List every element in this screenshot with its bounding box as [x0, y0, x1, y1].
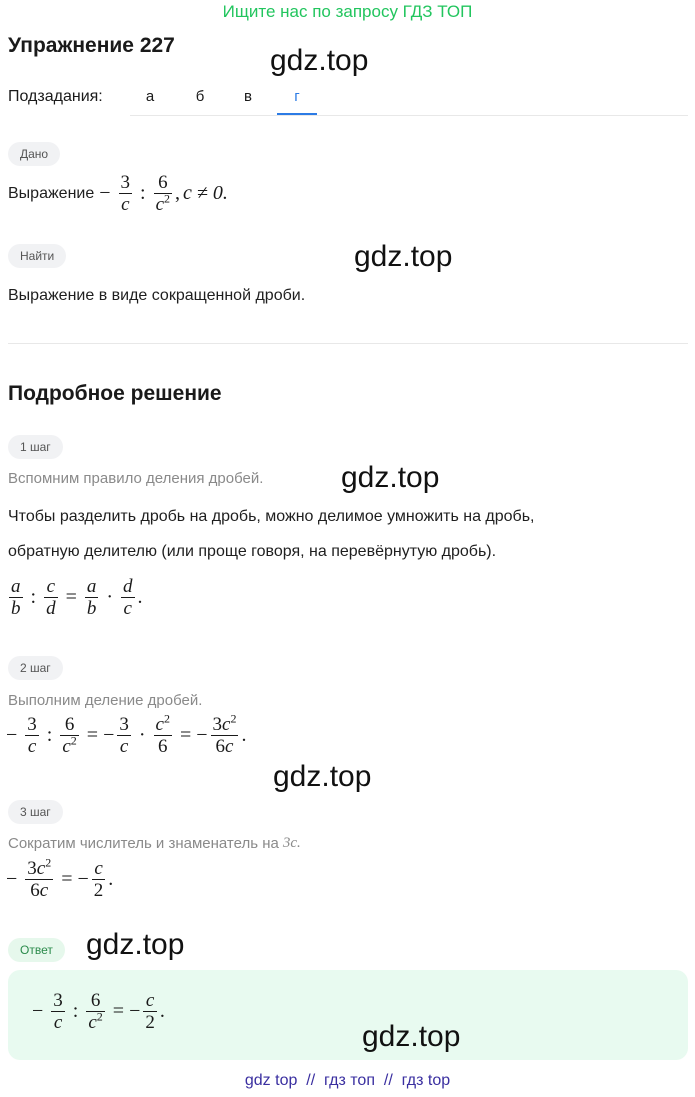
subtasks-label: Подзадания:: [8, 88, 103, 105]
watermark: gdz.top: [270, 44, 369, 77]
given-expression: Выражение − $\frac{3}{c}$ : $\frac{6}{c^2}$ , c ≠ 0.: [8, 172, 228, 215]
step1-formula: $\frac{a}{b}$ : $\frac{c}{d}$ = $\frac{a}{b}$ · $\frac{d}{c}$ .: [11, 576, 143, 619]
tabs-divider: [130, 115, 688, 116]
section-divider: [8, 343, 688, 344]
footer-links[interactable]: gdz top // гдз топ // гдз top: [244, 1072, 451, 1089]
tab-v[interactable]: в: [244, 88, 252, 105]
watermark: gdz.top: [86, 928, 185, 961]
step1-text-line1: Чтобы разделить дробь на дробь, можно делимое умножить на дробь,: [8, 508, 535, 525]
tab-a[interactable]: а: [145, 88, 155, 105]
promo-banner: Ищите нас по запросу ГДЗ ТОП: [222, 2, 473, 21]
given-condition: c ≠ 0.: [183, 182, 228, 204]
step1-text-line2: обратную делителю (или проще говоря, на перевёрнутую дробь).: [8, 543, 497, 560]
answer-pill: Ответ: [8, 938, 65, 962]
tab-g[interactable]: г: [294, 88, 300, 105]
active-tab-indicator: [277, 113, 317, 115]
watermark: gdz.top: [354, 240, 453, 273]
step2-note: Выполним деление дробей.: [8, 692, 203, 709]
step1-note: Вспомним правило деления дробей.: [8, 470, 264, 487]
step3-note: Сократим числитель и знаменатель на: [8, 835, 279, 852]
find-pill: Найти: [8, 244, 66, 268]
tab-b[interactable]: б: [195, 88, 205, 105]
step2-formula: − $\frac{3}{c}$ : $\frac{6}{c^2}$ = − $\frac{3}{c}$ · $\frac{c^2}{6}$ = − $\frac{3c^2}{6c}$ .: [6, 711, 247, 757]
exercise-title: Упражнение 227: [8, 34, 175, 57]
given-pill: Дано: [8, 142, 60, 166]
watermark: gdz.top: [362, 1020, 461, 1053]
find-text: Выражение в виде сокращенной дроби.: [8, 287, 306, 304]
watermark: gdz.top: [341, 461, 440, 494]
step1-pill: 1 шаг: [8, 435, 63, 459]
step3-note-math: 3c.: [282, 835, 301, 851]
step2-pill: 2 шаг: [8, 656, 63, 680]
step3-pill: 3 шаг: [8, 800, 63, 824]
step3-note-wrap: [8, 835, 301, 852]
answer-formula: − $\frac{3}{c}$ : $\frac{6}{c^2}$ = − $\frac{c}{2}$ .: [32, 990, 165, 1033]
solution-heading: Подробное решение: [8, 382, 222, 405]
step3-formula: − $\frac{3c^2}{6c}$ = − $\frac{c}{2}$ .: [6, 855, 114, 901]
watermark: gdz.top: [273, 760, 372, 793]
given-text: Выражение: [8, 184, 95, 202]
